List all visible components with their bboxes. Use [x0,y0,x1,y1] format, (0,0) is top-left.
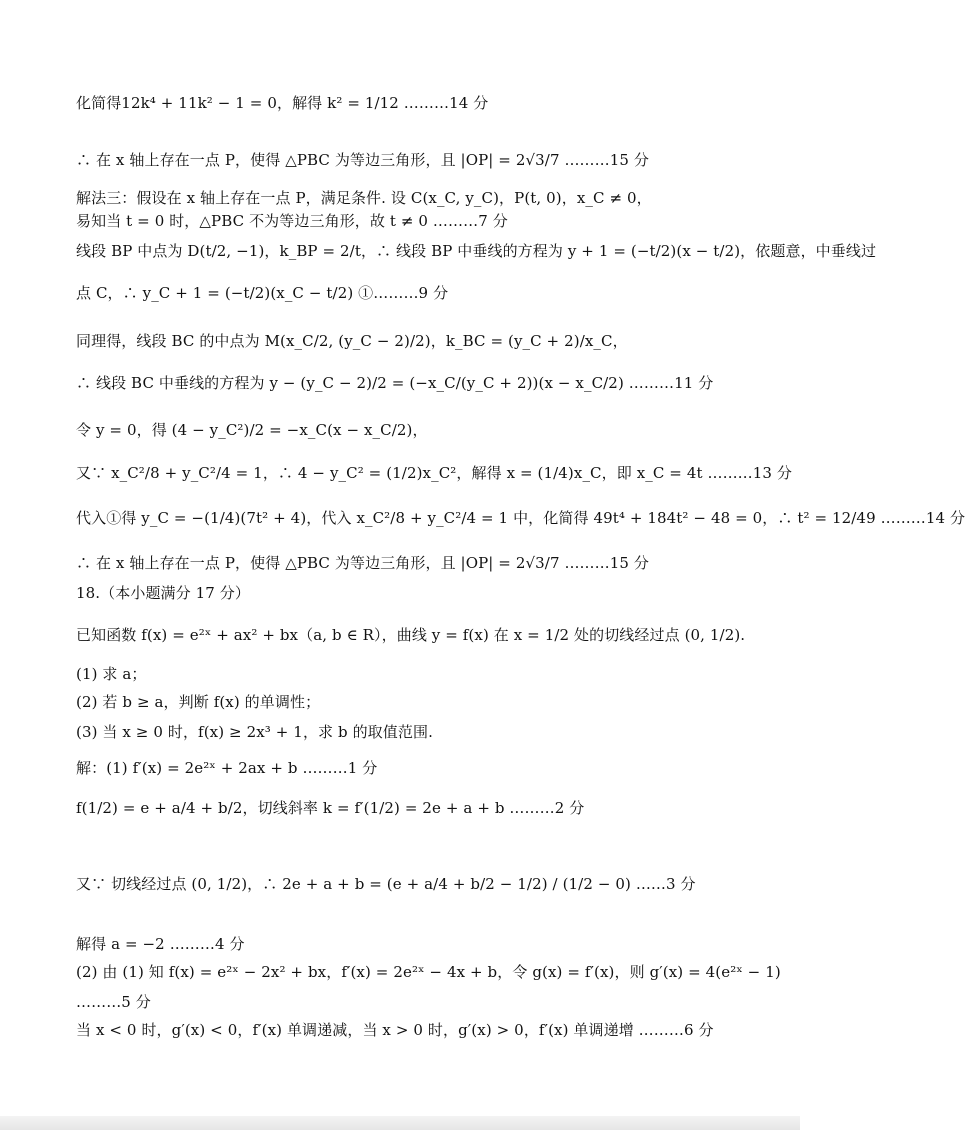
text-line: ∴ 线段 BC 中垂线的方程为 y − (y_C − 2)/2 = (−x_C/(y_C + 2))(x − x_C/2) ………11 分 [76,374,714,392]
text-line: 易知当 t = 0 时，△PBC 不为等边三角形，故 t ≠ 0 ………7 分 [76,212,508,230]
text-line: 线段 BP 中点为 D(t/2, −1)，k_BP = 2/t，∴ 线段 BP 中垂线的方程为 y + 1 = (−t/2)(x − t/2)，依题意，中垂线过 [76,242,877,260]
text-line: ………5 分 [76,993,151,1011]
problem-statement: 已知函数 f(x) = e²ˣ + ax² + bx（a, b ∈ R），曲线 y = f(x) 在 x = 1/2 处的切线经过点 (0, 1/2). [76,626,746,644]
text-line: (2) 由 (1) 知 f(x) = e²ˣ − 2x² + bx，f′(x) = 2e²ˣ − 4x + b，令 g(x) = f′(x)，则 g′(x) = 4(e²ˣ − 1) [76,963,781,981]
text-line: 当 x < 0 时，g′(x) < 0，f′(x) 单调递减，当 x > 0 时，g′(x) > 0，f′(x) 单调递增 ………6 分 [76,1021,714,1039]
problem-heading: 18.（本小题满分 17 分） [76,584,250,602]
text-line: 解法三：假设在 x 轴上存在一点 P，满足条件. 设 C(x_C, y_C)，P(t, 0)，x_C ≠ 0， [76,189,652,207]
text-line: 令 y = 0，得 (4 − y_C²)/2 = −x_C(x − x_C/2)， [76,421,428,439]
question-item: (2) 若 b ≥ a，判断 f(x) 的单调性； [76,693,321,711]
text-line: 又∵ x_C²/8 + y_C²/4 = 1，∴ 4 − y_C² = (1/2)x_C²，解得 x = (1/4)x_C，即 x_C = 4t ………13 分 [76,464,793,482]
text-line: 化简得12k⁴ + 11k² − 1 = 0，解得 k² = 1/12 ………14 分 [76,94,489,112]
question-item: (1) 求 a； [76,665,147,683]
text-line: 代入①得 y_C = −(1/4)(7t² + 4)，代入 x_C²/8 + y_C²/4 = 1 中，化简得 49t⁴ + 184t² − 48 = 0，∴ t² = 12/49 ………14 分 [76,509,965,527]
page-bottom-edge [0,1116,800,1130]
text-line: f(1/2) = e + a/4 + b/2，切线斜率 k = f′(1/2) = 2e + a + b ………2 分 [76,799,585,817]
text-line: 又∵ 切线经过点 (0, 1/2)，∴ 2e + a + b = (e + a/4 + b/2 − 1/2) / (1/2 − 0) ……3 分 [76,875,696,893]
question-item: (3) 当 x ≥ 0 时，f(x) ≥ 2x³ + 1，求 b 的取值范围. [76,723,433,741]
text-line: 解：(1) f′(x) = 2e²ˣ + 2ax + b ………1 分 [76,759,378,777]
text-line: ∴ 在 x 轴上存在一点 P，使得 △PBC 为等边三角形，且 |OP| = 2√3/7 ………15 分 [76,151,650,169]
text-line: 同理得，线段 BC 的中点为 M(x_C/2, (y_C − 2)/2)，k_BC = (y_C + 2)/x_C， [76,332,628,350]
text-line: 点 C，∴ y_C + 1 = (−t/2)(x_C − t/2) ①………9 分 [76,284,449,302]
text-line: ∴ 在 x 轴上存在一点 P，使得 △PBC 为等边三角形，且 |OP| = 2√3/7 ………15 分 [76,554,650,572]
text-line: 解得 a = −2 ………4 分 [76,935,245,953]
